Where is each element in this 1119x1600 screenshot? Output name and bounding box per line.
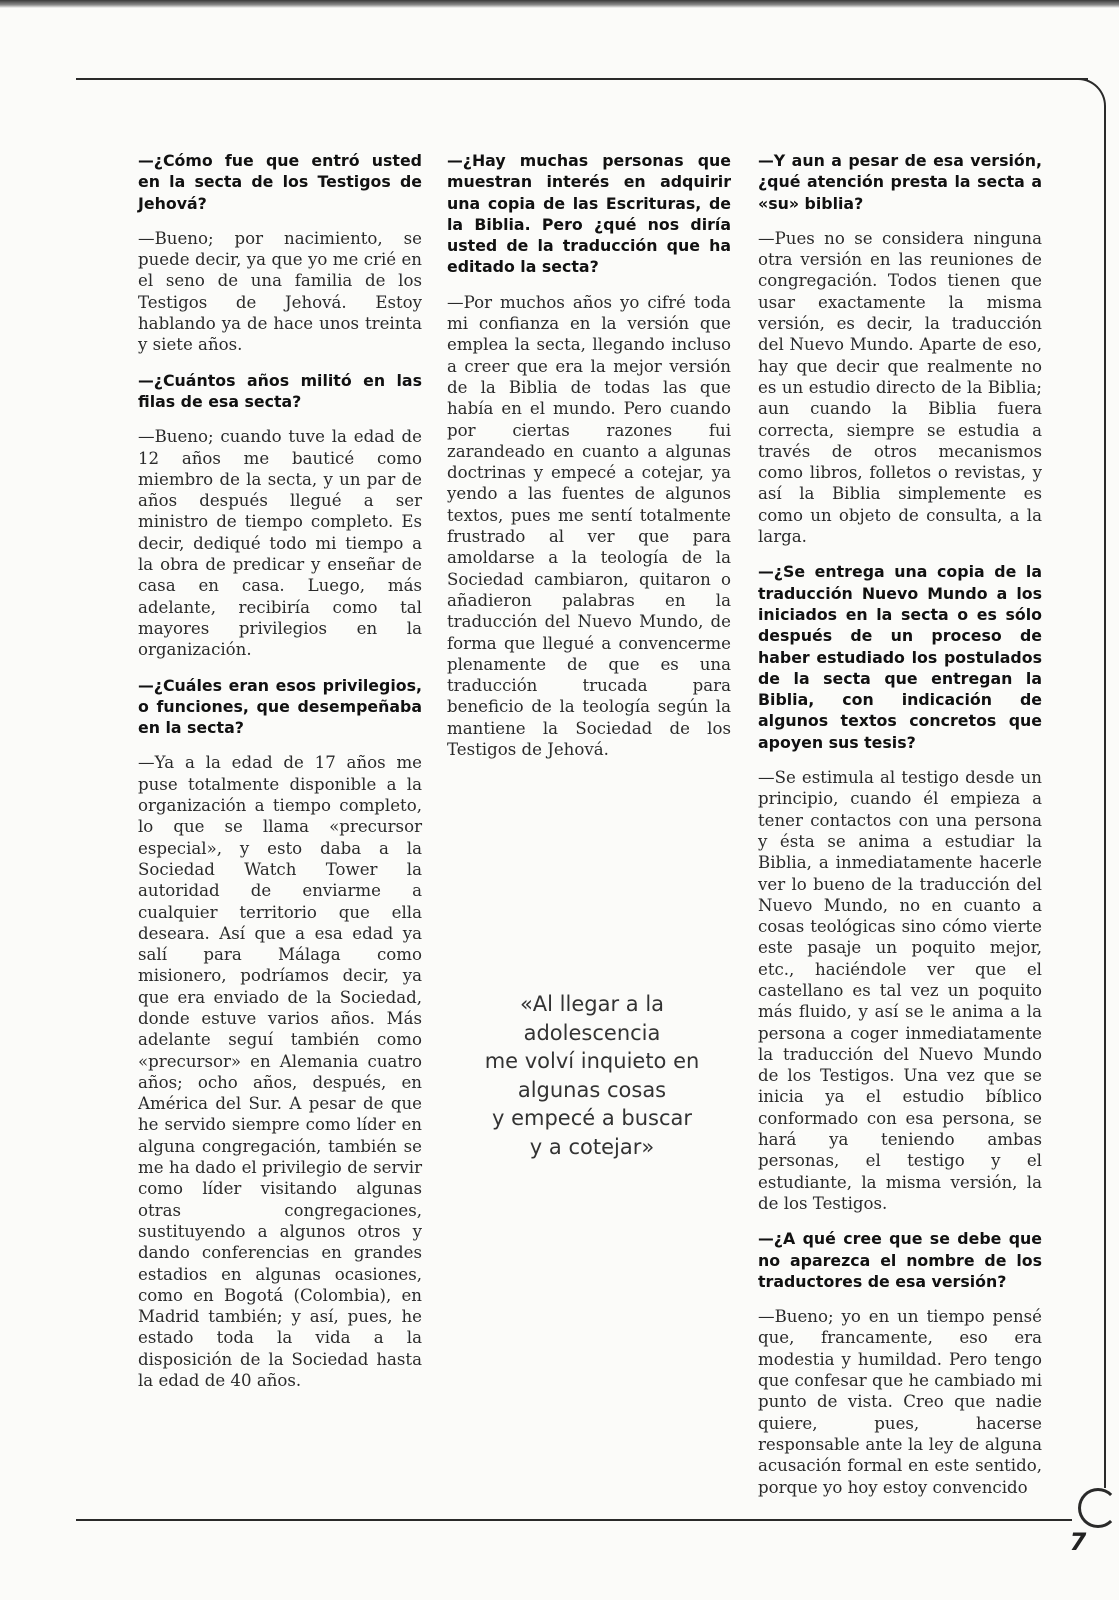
interview-question: —¿Cómo fue que entró usted en la secta de los Testigos de Jehová?	[138, 151, 422, 213]
interview-question: —¿Cuántos años militó en las filas de esa secta?	[138, 370, 422, 411]
pull-quote-line: y a cotejar»	[529, 1134, 655, 1159]
pull-quote-line: adolescencia	[523, 1020, 661, 1045]
interview-answer: —Bueno; por nacimiento, se puede decir, ya que yo me crié en el seno de una familia de los Testigos de Jehová. Estoy hablando ya de hace unos treinta y siete años.	[138, 228, 422, 355]
scan-top-shadow	[0, 0, 1119, 8]
interview-question: —¿A qué cree que se debe que no aparezca el nombre de los traductores de esa versión?	[758, 1229, 1042, 1291]
interview-question: —¿Cuáles eran esos privilegios, o funciones, que desempeñaba en la secta?	[138, 675, 422, 738]
text-column-1	[138, 150, 422, 1405]
page-frame-bottom-rule	[76, 1519, 1072, 1521]
text-column-2	[447, 150, 731, 774]
interview-answer: —Se estimula al testigo desde un principio, cuando él empieza a tener contactos con una persona y ésta se anima a estudiar la Biblia, a inmediatamente hacerle ver lo bueno de la traducción del Nuevo Mundo, no en cuanto a cosas teológicas sino cómo vierte este pasaje un poquito mejor, etc., haciéndole ver que el castellano es tal vez un poquito más fluido, y así se le anima a la persona a coger inmediatamente la traducción del Nuevo Mundo de los Testigos. Una vez que se inicia ya el estudio bíblico conformado con esa persona, se hará ya teniendo ambas personas, el testigo y el estudiante, la misma versión, la de los Testigos.	[758, 768, 1042, 1213]
page-frame-top-rule	[76, 78, 1088, 80]
interview-question: —¿Se entrega una copia de la traducción Nuevo Mundo a los iniciados en la secta o es sólo después de un proceso de haber estudiado los postulados de la secta que entregan la Biblia, con indicación de algunos textos concretos que apoyen sus tesis?	[758, 562, 1042, 752]
page-frame-right-rule	[1076, 78, 1106, 1488]
pull-quote	[462, 990, 722, 1161]
interview-answer: —Por muchos años yo cifré toda mi confianza en la versión que emplea la secta, llegando incluso a creer que era la mejor versión de la Biblia de todas las que había en el mundo. Pero cuando por ciertas razones fui zarandeado en cuanto a algunas doctrinas y empecé a cotejar, ya yendo a las fuentes de algunos textos, pues me sentí totalmente frustrado al ver que para amoldarse a la teología de la Sociedad cambiaron, quitaron o añadieron palabras en la traducción del Nuevo Mundo, de forma que llegué a convencerme plenamente de que es una traducción trucada para beneficio de la teología según la mantiene la Sociedad de los Testigos de Jehová.	[447, 292, 731, 760]
interview-question: —¿Hay muchas personas que muestran interés en adquirir una copia de las Escrituras, de la Biblia. Pero ¿qué nos diría usted de la traducción que ha editado la secta?	[447, 151, 731, 277]
page-number: 7	[1069, 1528, 1087, 1556]
pull-quote-line: y empecé a buscar	[491, 1106, 693, 1130]
interview-question: —Y aun a pesar de esa versión, ¿qué atención presta la secta a «su» biblia?	[758, 151, 1042, 213]
text-column-3	[758, 150, 1042, 1512]
interview-answer: —Bueno; cuando tuve la edad de 12 años me bauticé como miembro de la secta, y un par de años después llegué a ser ministro de tiempo completo. Es decir, dediqué todo mi tiempo a la obra de predicar y enseñar de casa en casa. Luego, más adelante, recibiría como tal mayores privilegios en la organización.	[138, 427, 422, 660]
pull-quote-line: «Al llegar a la	[519, 992, 665, 1016]
pull-quote-line: me volví inquieto en	[484, 1049, 700, 1073]
interview-answer: —Bueno; yo en un tiempo pensé que, francamente, eso era modestia y humildad. Pero tengo que confesar que he cambiado mi punto de vista. Creo que nadie quiere, pues, hacerse responsable ante la ley de alguna acusación formal en este sentido, porque yo hoy estoy convencido	[758, 1307, 1042, 1497]
interview-answer: —Pues no se considera ninguna otra versión en las reuniones de congregación. Todos tienen que usar exactamente la misma versión, es decir, la traducción del Nuevo Mundo. Aparte de eso, hay que decir que realmente no es un estudio directo de la Biblia; aun cuando la Biblia fuera correcta, siempre se estudia a través de otros mecanismos como libros, folletos o revistas, y así la Biblia simplemente es como un objeto de consulta, a la larga.	[758, 228, 1042, 547]
corner-q-logo-icon	[1078, 1488, 1118, 1528]
interview-answer: —Ya a la edad de 17 años me puse totalmente disponible a la organización a tiempo completo, lo que se llama «precursor especial», y esto daba a la Sociedad Watch Tower la autoridad de enviarme a cualquier territorio que ella deseara. Así que a esa edad ya salí para Málaga como misionero, podríamos decir, ya que era enviado de la Sociedad, donde estuve varios años. Más adelante seguí también como «precursor» en Alemania cuatro años; ocho años, después, en América del Sur. A pesar de que he servido siempre como líder en alguna congregación, también se me ha dado el privilegio de servir como líder visitando algunas otras congregaciones, sustituyendo a algunos otros y dando conferencias en grandes estadios en algunas ocasiones, como en Bogotá (Colombia), en Madrid también; y así, pues, he estado toda la vida a la disposición de la Sociedad hasta la edad de 40 años.	[138, 753, 422, 1391]
pull-quote-line: algunas cosas	[517, 1077, 667, 1102]
